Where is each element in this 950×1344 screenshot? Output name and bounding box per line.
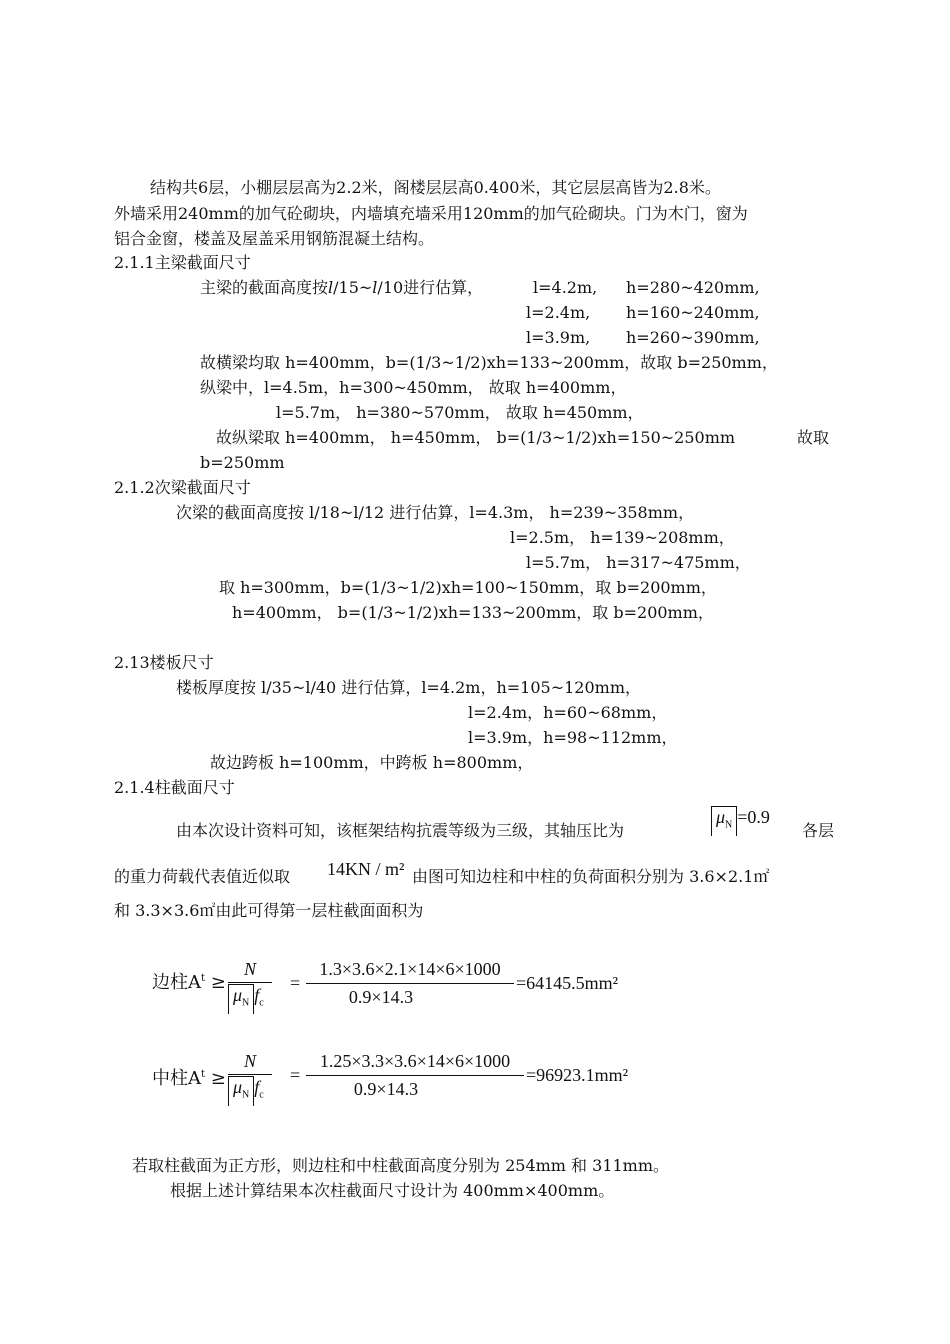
column-para-line-3: 和 3.3×3.6㎡由此可得第一层柱截面面积为 bbox=[114, 901, 424, 920]
section-heading-2-1-4: 2.1.4柱截面尺寸 bbox=[114, 778, 235, 797]
main-beam-ratio-end: /10 bbox=[377, 278, 404, 297]
middle-column-fraction-bar bbox=[306, 1075, 524, 1076]
intro-line-3: 铝合金窗，楼盖及屋盖采用钢筋混凝土结构。 bbox=[114, 229, 435, 248]
axial-ratio-expr bbox=[711, 806, 770, 836]
main-beam-span-2: l=2.4m, bbox=[526, 303, 591, 322]
middle-column-denominator: 0.9×14.3 bbox=[353, 1079, 419, 1099]
edge-column-fc: f bbox=[254, 985, 260, 1005]
column-para-line-1 bbox=[176, 820, 624, 842]
intro-line-1: 结构共6层，小棚层层高为2.2米，阁楼层层高0.400米，其它层层高皆为2.8米。 bbox=[150, 178, 721, 197]
axial-ratio-bracket bbox=[711, 806, 737, 836]
edge-column-lhs-bar bbox=[228, 982, 272, 983]
edge-column-numerator: 1.3×3.6×2.1×14×6×1000 bbox=[319, 959, 501, 979]
middle-column-result: =96923.1mm² bbox=[526, 1065, 629, 1085]
edge-column-mu-bracket bbox=[228, 984, 254, 1014]
conclusion-line-1: 若取柱截面为正方形，则边柱和中柱截面高度分别为 254mm 和 311mm。 bbox=[132, 1156, 670, 1175]
longitudinal-beam-b: b=250mm bbox=[200, 453, 285, 472]
column-para-line-2b: 由图可知边柱和中柱的负荷面积分别为 3.6×2.1㎡ bbox=[412, 867, 770, 886]
longitudinal-beam-summary: 故纵梁取 h=400mm， h=450mm， b=(1/3~1/2)xh=150~250mm bbox=[216, 428, 736, 447]
secondary-beam-line-3: l=5.7m， h=317~475mm， bbox=[526, 553, 751, 572]
main-beam-text-b: 进行估算， bbox=[403, 278, 484, 297]
column-para-text-b: 各层 bbox=[802, 821, 835, 840]
section-heading-2-1-1: 2.1.1主梁截面尺寸 bbox=[114, 253, 251, 272]
edge-column-fraction-bar bbox=[306, 983, 514, 984]
axial-ratio-value: =0.9 bbox=[737, 807, 770, 827]
axial-ratio-mu: μ bbox=[716, 807, 726, 827]
column-para-line-2a: 的重力荷载代表值近似取 bbox=[114, 867, 291, 886]
main-beam-ratio-l2: l bbox=[372, 278, 378, 297]
longitudinal-beam-line-1: 纵梁中，l=4.5m，h=300~450mm， 故取 h=400mm， bbox=[200, 378, 627, 397]
secondary-beam-line-2: l=2.5m， h=139~208mm， bbox=[510, 528, 735, 547]
section-heading-2-1-3: 2.13楼板尺寸 bbox=[114, 653, 214, 672]
slab-line-3: l=3.9m，h=98~112mm， bbox=[468, 728, 678, 747]
main-beam-height-2: h=160~240mm, bbox=[626, 303, 760, 322]
slab-line-4: 故边跨板 h=100mm，中跨板 h=800mm， bbox=[210, 753, 534, 772]
middle-column-lhs-bar bbox=[228, 1074, 272, 1075]
edge-column-eq-sign: = bbox=[290, 973, 301, 993]
edge-column-lhs-frac bbox=[228, 958, 272, 1009]
middle-column-lhs-num: N bbox=[243, 1051, 256, 1071]
longitudinal-beam-line-2: l=5.7m， h=380~570mm， 故取 h=450mm， bbox=[276, 403, 644, 422]
axial-ratio-sub: N bbox=[725, 819, 733, 831]
secondary-beam-line-1: 次梁的截面高度按 l/18~l/12 进行估算，l=4.3m， h=239~358mm， bbox=[176, 503, 695, 522]
main-beam-ratio-l1: l bbox=[328, 278, 334, 297]
middle-column-fc-sub: c bbox=[259, 1089, 264, 1101]
column-para-text-a: 由本次设计资料可知，该框架结构抗震等级为三级，其轴压比为 bbox=[176, 821, 625, 840]
longitudinal-beam-summary-end: 故取 bbox=[797, 428, 830, 447]
main-beam-span-3: l=3.9m, bbox=[526, 328, 591, 347]
middle-column-label: 中柱$A^t$ ≥ bbox=[152, 1068, 226, 1089]
conclusion-line-2: 根据上述计算结果本次柱截面尺寸设计为 400mm×400mm。 bbox=[170, 1181, 615, 1200]
middle-column-mu-bracket bbox=[228, 1076, 254, 1106]
edge-column-label-text: 边柱A bbox=[152, 972, 201, 993]
middle-column-eq-sign: = bbox=[290, 1065, 301, 1085]
edge-column-result: =64145.5mm² bbox=[516, 973, 619, 993]
main-beam-estimate-line bbox=[200, 277, 483, 299]
edge-column-fc-sub: c bbox=[259, 997, 264, 1009]
middle-column-fc: f bbox=[254, 1077, 260, 1097]
main-beam-height-1: h=280~420mm, bbox=[626, 278, 760, 297]
edge-column-lhs-num: N bbox=[243, 959, 256, 979]
edge-column-sup: t bbox=[201, 973, 206, 984]
middle-column-label-text: 中柱A bbox=[152, 1068, 201, 1089]
secondary-beam-line-5: h=400mm， b=(1/3~1/2)xh=133~200mm，取 b=200mm， bbox=[232, 603, 714, 622]
main-beam-text-a: 主梁的截面高度按 bbox=[200, 278, 329, 297]
main-beam-height-3: h=260~390mm, bbox=[626, 328, 760, 347]
slab-line-1: 楼板厚度按 l/35~l/40 进行估算，l=4.2m，h=105~120mm， bbox=[176, 678, 641, 697]
middle-column-lhs-frac bbox=[228, 1050, 272, 1101]
middle-column-mu-sub: N bbox=[242, 1089, 250, 1101]
slab-line-2: l=2.4m，h=60~68mm， bbox=[468, 703, 668, 722]
intro-line-2: 外墙采用240mm的加气砼砌块，内墙填充墙采用120mm的加气砼砌块。门为木门，窗为 bbox=[114, 204, 748, 223]
edge-column-denominator: 0.9×14.3 bbox=[348, 987, 414, 1007]
middle-column-lhs-den bbox=[228, 1076, 264, 1107]
edge-column-lhs-den bbox=[228, 984, 264, 1015]
load-value: 14KN / m² bbox=[327, 859, 405, 879]
middle-column-sup: t bbox=[201, 1069, 206, 1080]
edge-column-mu-sub: N bbox=[242, 997, 250, 1009]
edge-column-mu: μ bbox=[233, 985, 243, 1005]
edge-column-label: 边柱$A^t$ ≥ bbox=[152, 972, 226, 993]
transverse-beam-line: 故横梁均取 h=400mm，b=(1/3~1/2)xh=133~200mm，故取 b=250mm， bbox=[200, 353, 778, 372]
main-beam-span-1: l=4.2m, bbox=[533, 278, 598, 297]
section-heading-2-1-2: 2.1.2次梁截面尺寸 bbox=[114, 478, 251, 497]
secondary-beam-line-4: 取 h=300mm，b=(1/3~1/2)xh=100~150mm，取 b=200mm， bbox=[219, 578, 717, 597]
middle-column-mu: μ bbox=[233, 1077, 243, 1097]
main-beam-ratio-mid: /15~ bbox=[333, 278, 373, 297]
middle-column-numerator: 1.25×3.3×3.6×14×6×1000 bbox=[319, 1051, 511, 1071]
